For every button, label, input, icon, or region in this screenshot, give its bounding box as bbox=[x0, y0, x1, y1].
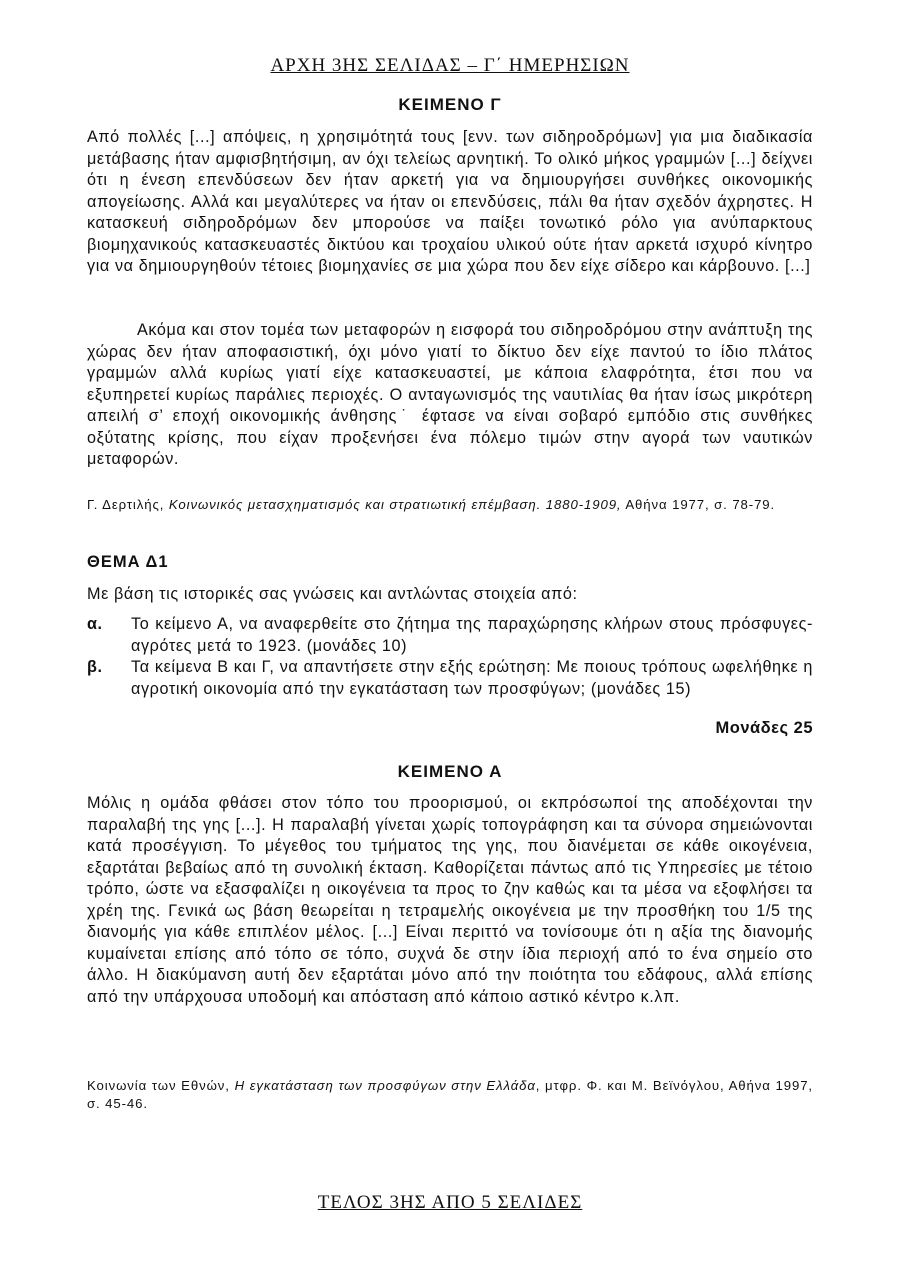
text-c-paragraph-1: Από πολλές [...] απόψεις, η χρησιμότητά τους [ενν. των σιδηροδρόμων] για μια διαδικασία μετάβασης ήταν αμφισβητήσιμη, αν όχι τελείως αρνητική. Το ολικό μήκος γραμμών [...] δείχνει ότι η ένεση επενδύσεων δεν ήταν αρκετή για να δημιουργήσει συνθήκες οικονομικής απογείωσης. Αλλά και μεγαλύτερες να ήταν οι επενδύσεις, πάλι θα ήταν σχεδόν άχρηστες. Η κατασκευή σιδηροδρόμων δεν μπορούσε να παίξει τονωτικό ρόλο για ανύπαρκτους βιομηχανικούς κατασκευαστές δικτύου και τροχαίου υλικού ούτε ήταν αρκετά ισχυρό κίνητρο για να δημιουργηθούν τέτοιες βιομηχανίες σε μια χώρα που δεν είχε σίδερο και κάρβουνο. [...] bbox=[87, 128, 813, 275]
theme-title: ΘΕΜΑ Δ1 bbox=[87, 553, 169, 571]
question-b-text: Τα κείμενα Β και Γ, να απαντήσετε στην εξής ερώτηση: Με ποιους τρόπους ωφελήθηκε η αγροτική οικονομία από την εγκατάσταση των προσφύγων; (μονάδες 15) bbox=[131, 658, 813, 698]
text-a-source-title: Η εγκατάσταση των προσφύγων στην Ελλάδα bbox=[234, 1078, 536, 1093]
question-a-text: Το κείμενο Α, να αναφερθείτε στο ζήτημα της παραχώρησης κλήρων στους πρόσφυγες-αγρότες μετά το 1923. (μονάδες 10) bbox=[131, 615, 813, 655]
text-c-title: ΚΕΙΜΕΝΟ Γ bbox=[398, 95, 502, 114]
text-c-source bbox=[87, 496, 813, 514]
page-footer: ΤΕΛΟΣ 3ΗΣ ΑΠΟ 5 ΣΕΛΙΔΕΣ bbox=[317, 1192, 583, 1213]
text-c-paragraph-2: Ακόμα και στον τομέα των μεταφορών η εισφορά του σιδηροδρόμου στην ανάπτυξη της χώρας δεν ήταν αποφασιστική, όχι μόνο γιατί το δίκτυο δεν είχε παντού το ίδιο πλάτος γραμμών αλλά κυρίως γιατί είχε κατασκευαστεί, με κάποια ελαφρότητα, έτσι που να εξυπηρετεί κυρίως παράλιες περιοχές. Ο ανταγωνισμός της ναυτιλίας θα ήταν ίσως μικρότερη απειλή σ’ εποχή οικονομικής άνθησης˙ έφτασε να είναι σοβαρό εμπόδιο στις συνθήκες οξύτατης κρίσης, που είχαν προξενήσει ένα πόλεμο τιμών στην αγορά των ναυτικών μεταφορών. bbox=[87, 321, 813, 468]
total-points: Μονάδες 25 bbox=[715, 719, 813, 737]
text-a-paragraph: Μόλις η ομάδα φθάσει στον τόπο του προορισμού, οι εκπρόσωποί της αποδέχονται την παραλαβή της γης [...]. Η παραλαβή γίνεται χωρίς τοπογράφηση και τα σύνορα σημειώνονται κατά προσέγγιση. Το μέγεθος του τμήματος της γης, που διανέμεται σε κάθε οικογένεια, εξαρτάται βεβαίως από τη συνολική έκταση. Καθορίζεται πάντως από τις Υπηρεσίες με τέτοιο τρόπο, ώστε να εξασφαλίζει η οικογένεια τα προς το ζην καθώς και τα μέσα να εξοφλήσει τα χρέη της. Γενικά ως βάση θεωρείται η τετραμελής οικογένεια με την προσθήκη του 1/5 της διανομής για κάθε επιπλέον μέλος. [...] Είναι περιττό να τονίσουμε ότι η αξία της διανομής κυμαίνεται επίσης από τόπο σε τόπο, συχνά δε στην ίδια περιοχή από το ένα σημείο στο άλλο. Η διακύμανση αυτή δεν εξαρτάται μόνο από την ποιότητα του εδάφους, αλλά επίσης από την υπάρχουσα υποδομή και απόσταση από κάποιο αστικό κέντρο κ.λπ. bbox=[87, 794, 813, 1006]
theme-intro: Με βάση τις ιστορικές σας γνώσεις και αντλώντας στοιχεία από: bbox=[87, 585, 578, 603]
question-b-label: β. bbox=[87, 658, 103, 676]
text-a-source-author: Κοινωνία των Εθνών, bbox=[87, 1078, 235, 1093]
text-a-title: ΚΕΙΜΕΝΟ Α bbox=[397, 762, 503, 781]
page-header: ΑΡΧΗ 3ΗΣ ΣΕΛΙΔΑΣ – Γ΄ ΗΜΕΡΗΣΙΩΝ bbox=[270, 55, 630, 76]
question-a bbox=[87, 614, 813, 657]
text-c-source-author: Γ. Δερτιλής, bbox=[87, 497, 169, 512]
text-a-source-details: , μτφρ. Φ. και Μ. Βεϊνόγλου, Αθήνα 1997, σ. 45-46. bbox=[87, 1078, 814, 1111]
text-a-source bbox=[87, 1077, 813, 1113]
question-b bbox=[87, 657, 813, 700]
text-c-source-title: Κοινωνικός μετασχηματισμός και στρατιωτική επέμβαση. 1880-1909, bbox=[168, 497, 622, 512]
text-c-source-details: Αθήνα 1977, σ. 78-79. bbox=[621, 497, 776, 512]
question-a-label: α. bbox=[87, 615, 103, 633]
